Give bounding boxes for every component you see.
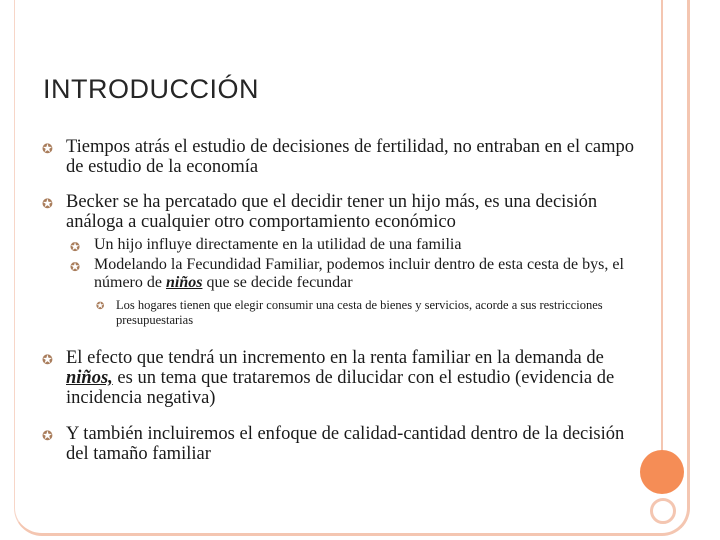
bullet-text: Un hijo influye directamente en la utilidad de una familia xyxy=(94,236,462,253)
decorative-circle xyxy=(640,450,684,494)
sub-bullet-item xyxy=(70,256,642,292)
decorative-line xyxy=(661,0,663,452)
bullet-item xyxy=(42,192,642,232)
bullet-icon: ✪ xyxy=(42,429,53,444)
bullet-item xyxy=(42,348,642,408)
bullet-icon: ✪ xyxy=(42,142,53,157)
bullet-icon: ✪ xyxy=(70,240,81,254)
bullet-text: Y también incluiremos el enfoque de calidad-cantidad dentro de la decisión del tamaño familiar xyxy=(66,424,625,464)
bullet-icon: ✪ xyxy=(42,353,53,368)
bullet-text-post: que se decide fecundar xyxy=(202,274,353,291)
bullet-item xyxy=(42,424,642,464)
bullet-icon: ✪ xyxy=(96,301,105,312)
bullet-list xyxy=(42,137,642,464)
sub-bullet-item xyxy=(70,236,642,254)
bullet-text-pre: Modelando la Fecundidad Familiar, podemos incluir dentro de esta cesta de bys, el número de xyxy=(94,256,624,291)
bullet-icon: ✪ xyxy=(70,260,81,274)
bullet-text-post: es un tema que trataremos de dilucidar con el estudio (evidencia de incidencia negativa) xyxy=(66,368,615,408)
bullet-text: Tiempos atrás el estudio de decisiones de fertilidad, no entraban en el campo de estudio de la economía xyxy=(66,137,635,177)
emphasis-text: niños xyxy=(165,274,203,291)
bullet-icon: ✪ xyxy=(42,197,53,212)
slide-title: INTRODUCCIÓN xyxy=(43,74,259,104)
bullet-text-pre: El efecto que tendrá un incremento en la renta familiar en la demanda de xyxy=(66,348,604,368)
decorative-ring xyxy=(650,498,676,524)
sub-sub-bullet-item xyxy=(96,298,642,328)
bullet-text: Los hogares tienen que elegir consumir una cesta de bienes y servicios, acorde a sus restricciones presupuestarias xyxy=(116,298,603,327)
bullet-text: Becker se ha percatado que el decidir tener un hijo más, es una decisión análoga a cualquier otro comportamiento económico xyxy=(66,192,598,232)
bullet-item xyxy=(42,137,642,177)
emphasis-text: niños, xyxy=(66,368,113,388)
